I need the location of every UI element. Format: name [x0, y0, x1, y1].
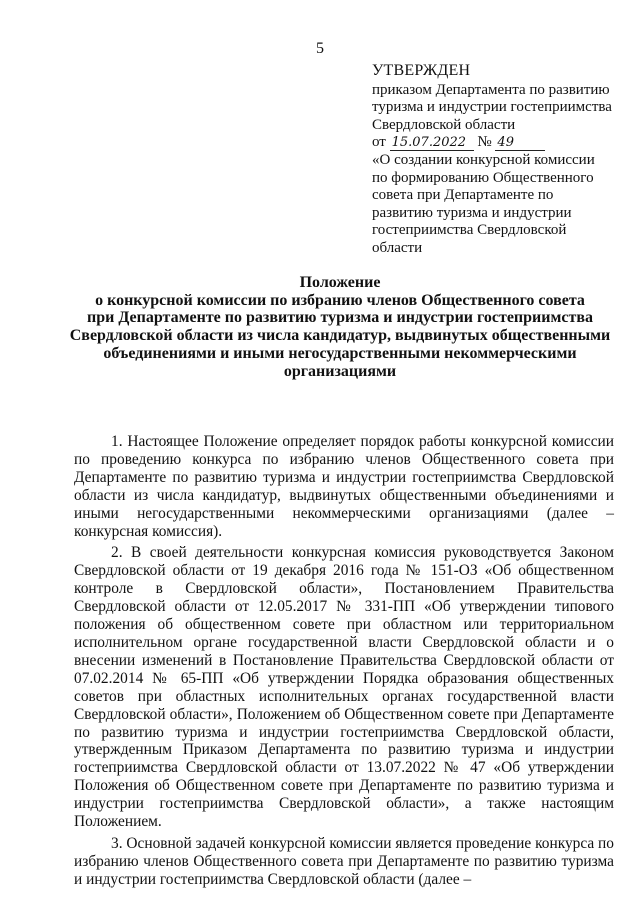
handwritten-date: 15.07.2022: [390, 135, 474, 151]
approval-subject-line: по формированию Общественного: [372, 169, 594, 186]
approval-stamp-block: [372, 62, 622, 258]
approved-heading: УТВЕРЖДЕН: [372, 62, 471, 79]
approval-date-row: [372, 134, 622, 152]
approval-subject-line: «О создании конкурсной комиссии: [372, 151, 595, 168]
number-sign: №: [477, 134, 492, 151]
approval-subject-line: совета при Департаменте по: [372, 187, 554, 204]
title-line: объединениями и иными негосударственными некоммерческими: [103, 344, 577, 362]
title-line: организациями: [283, 362, 397, 380]
title-line: о конкурсной комиссии по избранию членов Общественного совета: [95, 291, 585, 309]
handwritten-number: 49: [495, 135, 545, 151]
date-prefix: от: [372, 134, 386, 151]
document-body: [74, 433, 614, 893]
approval-line: Свердловской области: [372, 116, 516, 133]
approval-subject-line: области: [372, 239, 423, 256]
approval-line: приказом Департамента по развитию: [372, 81, 610, 98]
page-number: 5: [316, 40, 324, 57]
paragraph-1: 1. Настоящее Положение определяет порядок работы конкурсной комиссии по проведению конкурса по избранию членов Общественного совета при Департаменте по развитию туризма и индустрии гостеприимства Свердловской области из числа кандидатур, выдвинутых общественными объединениями и иными негосударственными некоммерческими организациями (далее – конкурсная комиссия).: [74, 433, 614, 540]
approval-subject-line: гостеприимства Свердловской: [372, 222, 567, 239]
approval-line: туризма и индустрии гостеприимства: [372, 99, 612, 116]
document-title: [60, 274, 620, 380]
approval-subject-line: развитию туризма и индустрии: [372, 204, 572, 221]
title-heading: Положение: [299, 274, 381, 291]
paragraph-2: 2. В своей деятельности конкурсная комиссия руководствуется Законом Свердловской области от 19 декабря 2016 года № 151-ОЗ «Об общественном контроле в Свердловской области», Постановлением Правительства Свердловской области от 12.05.2017 № 331-ПП «Об утверждении типового положения об общественном совете при областном или территориальном исполнительном органе государственной власти Свердловской области и о внесении изменений в Постановление Правительства Свердловской области от 07.02.2014 № 65-ПП «Об утверждении Порядка образования общественных советов при областных исполнительных органах государственной власти Свердловской области», Положением об Общественном совете при Департаменте по развитию туризма и индустрии гостеприимства Свердловской области, утвержденным Приказом Департамента по развитию туризма и индустрии гостеприимства Свердловской области от 13.07.2022 № 47 «Об утверждении Положения об Общественном совете при Департаменте по развитию туризма и индустрии гостеприимства Свердловской области», а также настоящим Положением.: [74, 544, 614, 831]
title-line: Свердловской области из числа кандидатур, выдвинутых общественными: [69, 327, 611, 345]
title-line: при Департаменте по развитию туризма и индустрии гостеприимства: [87, 309, 593, 327]
paragraph-3: 3. Основной задачей конкурсной комиссии является проведение конкурса по избранию членов Общественного совета при Департаменте по развитию туризма и индустрии гостеприимства Свердловской области (далее –: [74, 834, 614, 888]
